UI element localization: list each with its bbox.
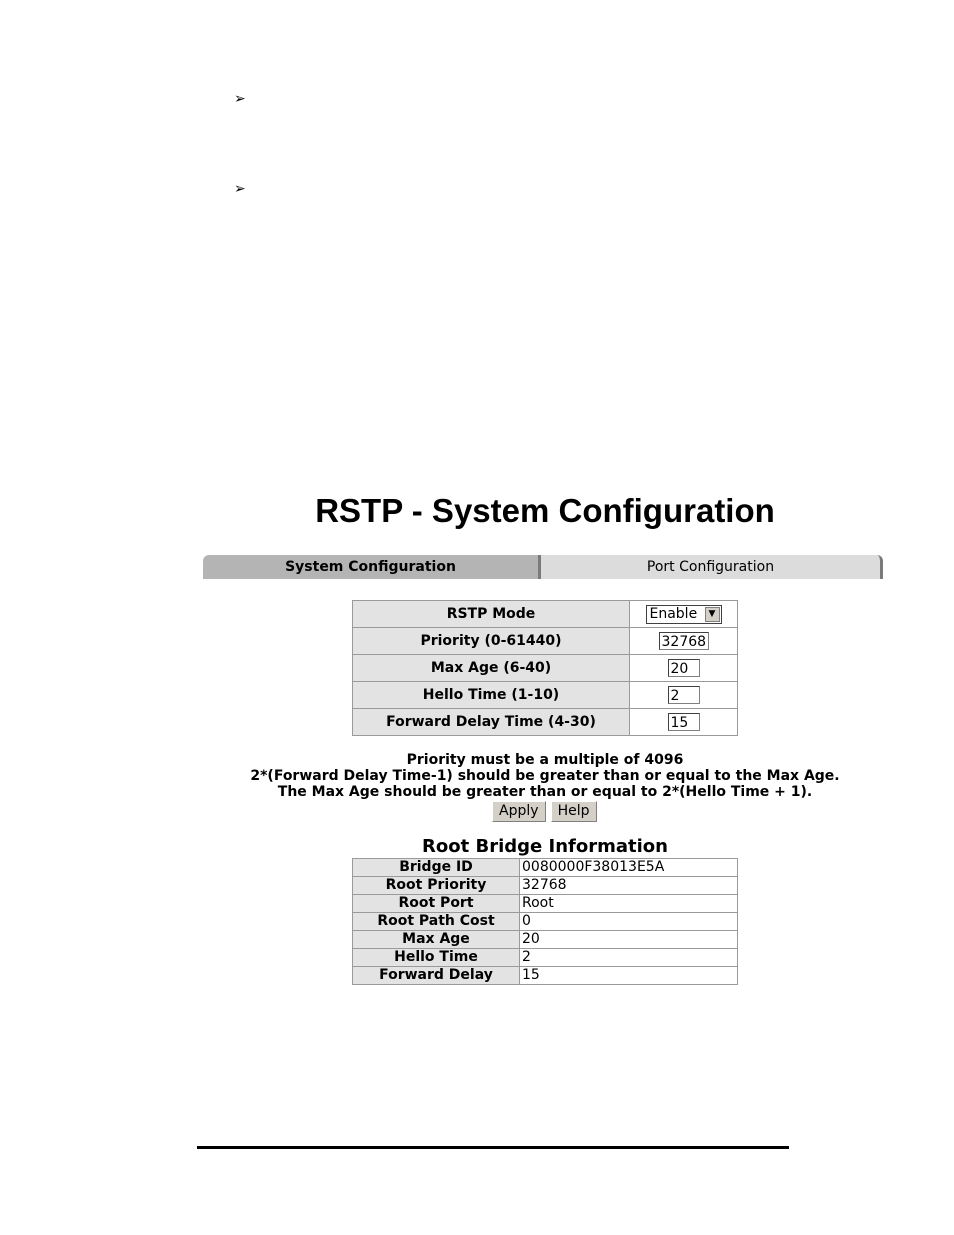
priority-label: Priority (0-61440) xyxy=(353,628,630,655)
table-row xyxy=(353,967,738,985)
hello-time-input[interactable]: 2 xyxy=(668,686,700,704)
root-bridge-table xyxy=(352,858,738,985)
rstp-mode-label: RSTP Mode xyxy=(353,601,630,628)
table-row xyxy=(353,682,738,709)
row-value: 0080000F38013E5A xyxy=(520,859,738,877)
table-row xyxy=(353,655,738,682)
note-max-age: The Max Age should be greater than or equal to 2*(Hello Time + 1). xyxy=(277,784,813,800)
row-label: Root Priority xyxy=(353,877,520,895)
row-value: 32768 xyxy=(520,877,738,895)
hello-time-label: Hello Time (1-10) xyxy=(353,682,630,709)
root-bridge-title: Root Bridge Information xyxy=(422,836,668,857)
bullet-arrow-icon: ➢ xyxy=(234,181,246,197)
row-value: 15 xyxy=(520,967,738,985)
page-title: RSTP - System Configuration xyxy=(315,492,775,529)
note-forward-delay: 2*(Forward Delay Time-1) should be greater than or equal to the Max Age. xyxy=(250,768,840,784)
row-value: 2 xyxy=(520,949,738,967)
tab-port-configuration[interactable]: Port Configuration xyxy=(541,555,883,579)
table-row xyxy=(353,628,738,655)
table-row xyxy=(353,931,738,949)
tab-bar xyxy=(203,555,883,579)
row-value: 0 xyxy=(520,913,738,931)
row-label: Forward Delay xyxy=(353,967,520,985)
note-priority: Priority must be a multiple of 4096 xyxy=(406,752,684,768)
row-label: Bridge ID xyxy=(353,859,520,877)
apply-button[interactable]: Apply xyxy=(492,801,546,822)
footer-rule xyxy=(197,1146,789,1149)
button-group xyxy=(492,800,597,822)
table-row xyxy=(353,895,738,913)
row-value: Root xyxy=(520,895,738,913)
table-row xyxy=(353,859,738,877)
bullet-arrow-icon: ➢ xyxy=(234,91,246,107)
forward-delay-label: Forward Delay Time (4-30) xyxy=(353,709,630,736)
priority-input[interactable]: 32768 xyxy=(659,632,709,650)
table-row xyxy=(353,877,738,895)
rstp-mode-select[interactable] xyxy=(646,605,722,624)
rstp-mode-value: Enable xyxy=(649,605,698,622)
row-label: Max Age xyxy=(353,931,520,949)
dropdown-arrow-icon[interactable]: ▼ xyxy=(705,607,720,622)
table-row xyxy=(353,601,738,628)
row-value: 20 xyxy=(520,931,738,949)
max-age-label: Max Age (6-40) xyxy=(353,655,630,682)
max-age-input[interactable]: 20 xyxy=(668,659,700,677)
table-row xyxy=(353,913,738,931)
table-row xyxy=(353,709,738,736)
row-label: Root Path Cost xyxy=(353,913,520,931)
rstp-config-table xyxy=(352,600,738,736)
help-button[interactable]: Help xyxy=(551,801,597,822)
row-label: Hello Time xyxy=(353,949,520,967)
forward-delay-input[interactable]: 15 xyxy=(668,713,700,731)
tab-system-configuration[interactable]: System Configuration xyxy=(203,555,541,579)
row-label: Root Port xyxy=(353,895,520,913)
table-row xyxy=(353,949,738,967)
notes xyxy=(0,752,954,800)
